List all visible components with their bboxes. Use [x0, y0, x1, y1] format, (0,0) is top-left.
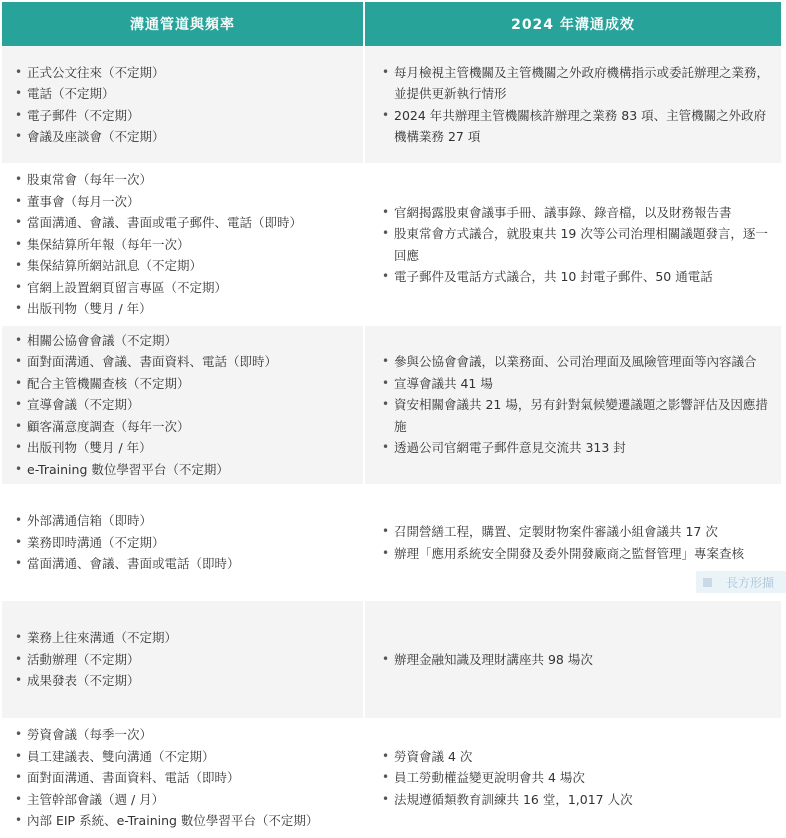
channels-cell: [2, 164, 363, 325]
list-item: • 出版刊物（雙月 / 年）: [15, 437, 363, 459]
list-item: • 2024 年共辦理主管機關核許辦理之業務 83 項、主管機關之外政府機構業務 27 項: [382, 105, 771, 148]
channels-cell: [2, 601, 363, 718]
results-list: [382, 746, 771, 811]
list-item: • 股東常會（每年一次）: [15, 169, 363, 191]
list-item: • 電話（不定期）: [15, 83, 363, 105]
results-cell: [365, 326, 781, 484]
channels-list: [15, 330, 363, 481]
list-item: • 外部溝通信箱（即時）: [15, 510, 363, 532]
channels-list: [15, 724, 363, 832]
list-item: • 面對面溝通、書面資料、電話（即時）: [15, 767, 363, 789]
stakeholder-communication-table: [2, 2, 781, 838]
list-item: • 勞資會議（每季一次）: [15, 724, 363, 746]
channels-cell: [2, 719, 363, 837]
channels-cell: [2, 485, 363, 600]
results-cell: [365, 719, 781, 837]
table-row: [2, 46, 781, 164]
list-item: • 相關公協會會議（不定期）: [15, 330, 363, 352]
list-item: • 宣導會議共 41 場: [382, 373, 771, 395]
list-item: • 顧客滿意度調查（每年一次）: [15, 416, 363, 438]
list-item: • 辦理金融知識及理財講座共 98 場次: [382, 649, 771, 671]
list-item: • 正式公文往來（不定期）: [15, 62, 363, 84]
rectangle-icon: [703, 578, 712, 587]
list-item: • 宣導會議（不定期）: [15, 394, 363, 416]
list-item: • 業務即時溝通（不定期）: [15, 532, 363, 554]
channels-cell: [2, 326, 363, 484]
list-item: • 成果發表（不定期）: [15, 670, 363, 692]
list-item: • 內部 EIP 系統、e-Training 數位學習平台（不定期）: [15, 810, 363, 832]
channels-cell: [2, 46, 363, 163]
table-row: [2, 485, 781, 601]
results-list: [382, 649, 771, 671]
list-item: • 活動辦理（不定期）: [15, 649, 363, 671]
results-cell: [365, 46, 781, 163]
list-item: • 當面溝通、會議、書面或電話（即時）: [15, 553, 363, 575]
rectangle-snip-label: 長方形擷: [726, 575, 775, 590]
list-item: • 主管幹部會議（週 / 月）: [15, 789, 363, 811]
list-item: • 每月檢視主管機關及主管機關之外政府機構指示或委託辦理之業務，並提供更新執行情形: [382, 62, 771, 105]
list-item: • 董事會（每月一次）: [15, 191, 363, 213]
list-item: • 會議及座談會（不定期）: [15, 126, 363, 148]
table-header: [2, 2, 781, 46]
results-list: [382, 351, 771, 459]
list-item: • 員工勞動權益變更說明會共 4 場次: [382, 767, 771, 789]
list-item: • 股東常會方式議合，就股東共 19 次等公司治理相關議題發言，逐一回應: [382, 223, 771, 266]
list-item: • 員工建議表、雙向溝通（不定期）: [15, 746, 363, 768]
list-item: • 集保結算所網站訊息（不定期）: [15, 255, 363, 277]
list-item: • 集保結算所年報（每年一次）: [15, 234, 363, 256]
results-list: [382, 521, 771, 564]
list-item: • 官網揭露股東會議事手冊、議事錄、錄音檔，以及財務報告書: [382, 202, 771, 224]
table-row: [2, 164, 781, 326]
list-item: • 資安相關會議共 21 場，另有針對氣候變遷議題之影響評估及因應措施: [382, 394, 771, 437]
list-item: • 辦理「應用系統安全開發及委外開發廠商之監督管理」專案查核: [382, 543, 771, 565]
list-item: • 業務上往來溝通（不定期）: [15, 627, 363, 649]
list-item: • 法規遵循類教育訓練共 16 堂，1,017 人次: [382, 789, 771, 811]
list-item: • 召開營繕工程，購置、定製財物案件審議小組會議共 17 次: [382, 521, 771, 543]
channels-list: [15, 62, 363, 148]
list-item: • e-Training 數位學習平台（不定期）: [15, 459, 363, 481]
results-list: [382, 202, 771, 288]
table-row: [2, 326, 781, 485]
list-item: • 電子郵件（不定期）: [15, 105, 363, 127]
list-item: • 勞資會議 4 次: [382, 746, 771, 768]
list-item: • 出版刊物（雙月 / 年）: [15, 298, 363, 320]
channels-list: [15, 627, 363, 692]
list-item: • 參與公協會會議，以業務面、公司治理面及風險管理面等內容議合: [382, 351, 771, 373]
channels-list: [15, 510, 363, 575]
rectangle-snip-button[interactable]: [696, 571, 786, 593]
list-item: • 透過公司官網電子郵件意見交流共 313 封: [382, 437, 771, 459]
list-item: • 當面溝通、會議、書面或電子郵件、電話（即時）: [15, 212, 363, 234]
list-item: • 面對面溝通、會議、書面資料、電話（即時）: [15, 351, 363, 373]
table-row: [2, 601, 781, 719]
table-row: [2, 719, 781, 838]
channels-list: [15, 169, 363, 320]
results-cell: [365, 601, 781, 718]
header-results: 2024 年溝通成效: [365, 2, 781, 46]
list-item: • 電子郵件及電話方式議合，共 10 封電子郵件、50 通電話: [382, 266, 771, 288]
list-item: • 配合主管機關查核（不定期）: [15, 373, 363, 395]
header-channels: 溝通管道與頻率: [2, 2, 363, 46]
results-list: [382, 62, 771, 148]
results-cell: [365, 164, 781, 325]
list-item: • 官網上設置網頁留言專區（不定期）: [15, 277, 363, 299]
